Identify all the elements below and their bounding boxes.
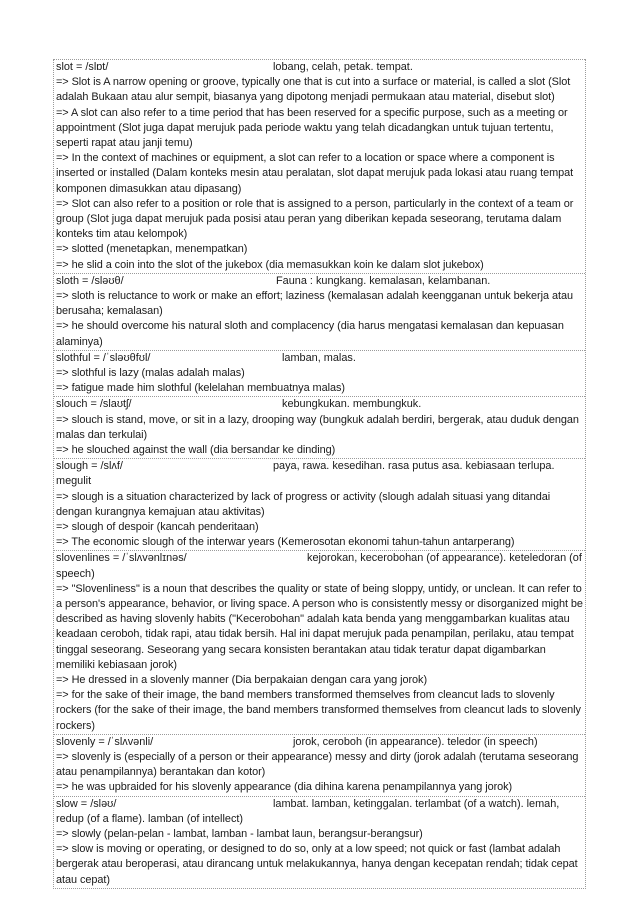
definition-line: => Slot can also refer to a position or role that is assigned to a person, particularly in the context of a team or group (Slot juga dapat merujuk pada posisi atau peran yang diberikan kepada seseorang, terutama dalam konteks tim atau kelompok): [56, 197, 574, 241]
headword: slouch = /slaʊtʃ/: [56, 398, 132, 411]
definition-line: => "Slovenliness" is a noun that describes the quality or state of being sloppy, untidy, or unclean. It can refer to a person's appearance, behavior, or living space. A person who is consistently messy or disorganized might be described as having slovenly habits ("Kecerobohan" adalah kata benda yang menggambarkan kualitas atau keadaan ceroboh, tidak rapi, atau tidak bersih. Hal ini dapat merujuk pada penampilan, perilaku, atau tempat tinggal seseorang. Seseorang yang secara konsisten berantakan atau tidak teratur dapat digambarkan memiliki kebiasaan jorok): [56, 582, 583, 671]
gloss: jorok, ceroboh (in appearance). teledor (in speech): [293, 735, 538, 748]
example-line: => he should overcome his natural sloth and complacency (dia harus mengatasi kemalasan dan kepuasan alaminya): [56, 320, 564, 348]
example-line: => he was upbraided for his slovenly appearance (dia dihina karena penampilannya yang jorok): [56, 781, 513, 794]
definition-line: => slovenly is (especially of a person or their appearance) messy and dirty (jorok adalah (terutama seseorang atau penampilannya) berantakan dan kotor): [56, 751, 579, 779]
definition-line: => A slot can also refer to a time period that has been reserved for a specific purpose, such as a meeting or appointment (Slot juga dapat merujuk pada periode waktu yang telah dicadangkan untuk tujuan tertentu, seperti rapat atau janji temu): [56, 106, 568, 149]
definition-line: => slough is a situation characterized by lack of progress or activity (slough adalah situasi yang ditandai dengan kurangnya kemajuan atau aktivitas): [56, 490, 551, 518]
definition-line: => sloth is reluctance to work or make an effort; laziness (kemalasan adalah keengganan untuk bekerja atau berusaha; kemalasan): [56, 290, 573, 318]
entry-header: [56, 735, 583, 750]
entry-header: [56, 351, 583, 366]
definition-line: => slow is moving or operating, or designed to do so, only at a low speed; not quick or fast (lambat adalah bergerak atau beroperasi, atau dirancang untuk melakukannya, hanya dengan kecepatan rendah; tidak cepat atau cepat): [56, 843, 578, 886]
definition-line: => slowly (pelan-pelan - lambat, lamban - lambat laun, berangsur-berangsur): [56, 828, 423, 841]
gloss: lamban, malas.: [282, 351, 356, 364]
entry-header: [56, 459, 583, 474]
gloss: kebungkukan. membungkuk.: [282, 398, 422, 411]
entry-slough: [54, 458, 585, 550]
entry-slow: [54, 796, 585, 888]
entry-slovenlines: [54, 550, 585, 733]
definition-line: => Slot is A narrow opening or groove, typically one that is cut into a surface or material, is called a slot (Slot adalah Bukaan atau alur sempit, biasanya yang dipotong menjadi permukaan atau material, disebut slot): [56, 76, 571, 104]
example-line: => slough of despoir (kancah penderitaan): [56, 521, 259, 534]
entry-slothful: [54, 350, 585, 397]
entry-header: [56, 797, 583, 812]
headword: slovenlines = /ˈslʌvənlɪnəs/: [56, 552, 187, 565]
definition-line: => slouch is stand, move, or sit in a lazy, drooping way (bungkuk adalah berdiri, bergerak, atau duduk dengan malas dan terkulai): [56, 413, 579, 441]
headword: slothful = /ˈsləʊθfʊl/: [56, 351, 151, 364]
headword: sloth = /sləʊθ/: [56, 274, 124, 287]
gloss-continuation: megulit: [56, 475, 92, 488]
gloss-continuation: redup (of a flame). lamban (of intellect): [56, 812, 244, 825]
entry-header: [56, 60, 583, 75]
gloss: lambat. lamban, ketinggalan. terlambat (of a watch). lemah,: [273, 797, 560, 810]
definition-line: => In the context of machines or equipment, a slot can refer to a location or space where a component is inserted or installed (Dalam konteks mesin atau peralatan, slot dapat merujuk pada lokasi atau ruang tempat komponen dimasukkan atau dipasang): [56, 152, 574, 195]
gloss: Fauna : kungkang. kemalasan, kelambanan.: [276, 274, 491, 287]
entry-slot: [54, 59, 585, 273]
gloss-continuation: speech): [56, 567, 95, 580]
definition-line: => slothful is lazy (malas adalah malas): [56, 367, 245, 380]
headword: slovenly = /ˈslʌvənli/: [56, 735, 154, 748]
dictionary-page: [53, 59, 586, 889]
example-line: => fatigue made him slothful (kelelahan membuatnya malas): [56, 382, 345, 395]
gloss: paya, rawa. kesedihan. rasa putus asa. kebiasaan terlupa.: [273, 460, 555, 473]
entry-slovenly: [54, 734, 585, 796]
headword: slough = /slʌf/: [56, 460, 123, 473]
entry-header: [56, 551, 583, 566]
headword: slow = /sləʊ/: [56, 797, 117, 810]
example-line: => for the sake of their image, the band members transformed themselves from cleancut lads to slovenly rockers (for the sake of their image, the band members transformed themselves from cleancut lads to slovenly rockers): [56, 689, 581, 732]
gloss: lobang, celah, petak. tempat.: [273, 61, 413, 73]
example-line: => The economic slough of the interwar years (Kemerosotan ekonomi tahun-tahun antarperang): [56, 536, 515, 549]
gloss: kejorokan, kecerobohan (of appearance). keteledoran (of: [307, 552, 582, 565]
entry-sloth: [54, 273, 585, 350]
entry-header: [56, 397, 583, 412]
entry-slouch: [54, 396, 585, 458]
example-line: => he slid a coin into the slot of the jukebox (dia memasukkan koin ke dalam slot jukebox): [56, 258, 484, 271]
example-line: => He dressed in a slovenly manner (Dia berpakaian dengan cara yang jorok): [56, 674, 428, 687]
example-line: => he slouched against the wall (dia bersandar ke dinding): [56, 444, 336, 457]
entry-header: [56, 274, 583, 289]
headword: slot = /slɒt/: [56, 61, 109, 73]
definition-line: => slotted (menetapkan, menempatkan): [56, 243, 248, 256]
